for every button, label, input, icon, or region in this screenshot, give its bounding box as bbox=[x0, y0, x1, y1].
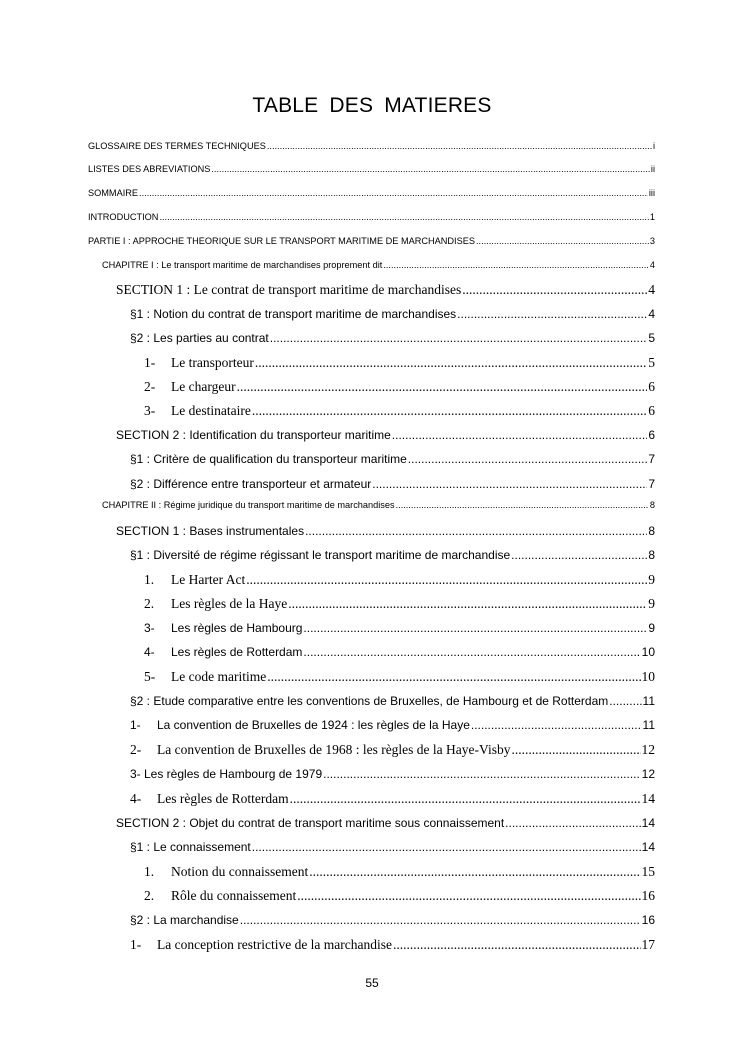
dot-leader bbox=[408, 452, 648, 466]
toc-entry[interactable] bbox=[130, 913, 655, 933]
toc-entry-number: 1- bbox=[144, 355, 156, 370]
dot-leader bbox=[267, 669, 640, 685]
toc-entry[interactable] bbox=[144, 888, 655, 908]
toc-entry-label: La conception restrictive de la marchandise bbox=[157, 937, 393, 952]
dot-leader bbox=[246, 572, 647, 588]
toc-entry[interactable] bbox=[130, 452, 655, 472]
dot-leader bbox=[505, 816, 640, 830]
dot-leader bbox=[267, 141, 652, 151]
dot-leader bbox=[159, 212, 648, 222]
toc-entry-page: 8 bbox=[648, 524, 655, 538]
toc-entry[interactable] bbox=[130, 331, 655, 351]
dot-leader bbox=[211, 164, 650, 174]
toc-entry[interactable] bbox=[144, 403, 655, 423]
toc-entry-number: 2. bbox=[144, 596, 155, 611]
dot-leader bbox=[240, 913, 641, 927]
toc-entry-label: §1 : Critère de qualification du transporteur maritime bbox=[130, 452, 407, 466]
toc-entry-page: 8 bbox=[649, 500, 655, 510]
toc-entry-number: 2. bbox=[144, 888, 155, 903]
toc-entry[interactable] bbox=[144, 379, 655, 399]
toc-entry[interactable] bbox=[144, 669, 655, 689]
toc-entry-page: 4 bbox=[648, 307, 655, 321]
toc-entry-label: Les règles de la Haye bbox=[171, 596, 288, 611]
toc-entry-page: 12 bbox=[641, 767, 655, 781]
toc-entry-number: 1- bbox=[130, 937, 142, 952]
toc-entry[interactable] bbox=[116, 816, 655, 836]
toc-entry-number: 2- bbox=[144, 379, 156, 394]
toc-entry-label: §2 : Différence entre transporteur et armateur bbox=[130, 477, 372, 491]
toc-entry[interactable] bbox=[130, 937, 655, 957]
dot-leader bbox=[471, 718, 642, 732]
toc-entry[interactable] bbox=[130, 477, 655, 497]
toc-entry-label: CHAPITRE I : Le transport maritime de marchandises proprement dit bbox=[102, 260, 383, 270]
toc-entry[interactable] bbox=[144, 355, 655, 375]
page-title: TABLE DES MATIERES bbox=[252, 94, 492, 117]
toc-entry-page: 3 bbox=[649, 236, 655, 246]
toc-entry-label: Le destinataire bbox=[171, 403, 251, 418]
dot-leader bbox=[392, 428, 648, 442]
toc-entry-label: §1 : Notion du contrat de transport maritime de marchandises bbox=[130, 307, 457, 321]
toc-entry-number: 2- bbox=[130, 742, 142, 757]
toc-entry-number: 4- bbox=[130, 791, 142, 806]
toc-entry[interactable] bbox=[116, 428, 655, 448]
dot-leader bbox=[511, 742, 640, 758]
toc-entry-label: Le Harter Act bbox=[171, 572, 246, 587]
toc-entry-number: 1- bbox=[130, 718, 141, 732]
toc-entry-label: §1 : Diversité de régime régissant le transport maritime de marchandise bbox=[130, 548, 511, 562]
toc-entry-page: 1 bbox=[649, 212, 655, 222]
toc-entry-page: 14 bbox=[641, 840, 655, 854]
toc-entry-page: 7 bbox=[648, 477, 655, 491]
toc-entry-label: SECTION 1 : Le contrat de transport maritime de marchandises bbox=[116, 282, 462, 297]
toc-entry-label: §1 : Le connaissement bbox=[130, 840, 251, 854]
dot-leader bbox=[255, 355, 647, 371]
toc-entry-page: 4 bbox=[649, 260, 655, 270]
dot-leader bbox=[511, 548, 647, 562]
toc-entry[interactable] bbox=[130, 742, 655, 762]
dot-leader bbox=[309, 864, 640, 880]
toc-entry-number: 1. bbox=[144, 864, 155, 879]
toc-entry-label: Le code maritime bbox=[171, 669, 267, 684]
toc-entry[interactable] bbox=[88, 141, 655, 161]
dot-leader bbox=[270, 331, 648, 345]
toc-entry[interactable] bbox=[130, 694, 655, 714]
dot-leader bbox=[393, 937, 640, 953]
toc-entry-page: 10 bbox=[641, 669, 655, 684]
toc-entry-page: 10 bbox=[641, 645, 655, 659]
toc-entry-label: §2 : Les parties au contrat bbox=[130, 331, 269, 345]
dot-leader bbox=[303, 645, 640, 659]
toc-entry[interactable] bbox=[130, 840, 655, 860]
toc-entry[interactable] bbox=[116, 282, 655, 302]
toc-entry[interactable] bbox=[144, 621, 655, 641]
toc-entry-number: 4- bbox=[144, 645, 155, 659]
toc-entry-page: 8 bbox=[648, 548, 655, 562]
dot-leader bbox=[383, 260, 649, 270]
toc-entry-page: 11 bbox=[642, 694, 655, 708]
toc-entry-label: 3- Les règles de Hambourg de 1979 bbox=[130, 767, 323, 781]
toc-entry-label: CHAPITRE II : Régime juridique du transport maritime de marchandises bbox=[102, 500, 395, 510]
toc-entry-label: SOMMAIRE bbox=[88, 188, 139, 198]
toc-entry[interactable] bbox=[130, 767, 655, 787]
toc-entry[interactable] bbox=[130, 548, 655, 568]
toc-entry-page: 9 bbox=[648, 596, 655, 611]
toc-entry-label: GLOSSAIRE DES TERMES TECHNIQUES bbox=[88, 141, 266, 151]
toc-entry-number: 3- bbox=[144, 403, 156, 418]
toc-entry-number: 5- bbox=[144, 669, 156, 684]
toc-entry-page: 5 bbox=[648, 355, 655, 370]
toc-entry-page: 9 bbox=[648, 572, 655, 587]
toc-entry[interactable] bbox=[88, 188, 655, 208]
toc-entry-page: 6 bbox=[648, 428, 655, 442]
toc-entry[interactable] bbox=[88, 236, 655, 256]
toc-entry-page: 17 bbox=[641, 937, 655, 952]
toc-entry[interactable] bbox=[102, 500, 655, 520]
dot-leader bbox=[372, 477, 647, 491]
toc-entry-page: 6 bbox=[648, 379, 655, 394]
toc-entry-number: 3- bbox=[144, 621, 155, 635]
toc-entry-label: Les règles de Hambourg bbox=[171, 621, 303, 635]
toc-entry-label: §2 : Etude comparative entre les conventions de Bruxelles, de Hambourg et de Rotterdam bbox=[130, 694, 609, 708]
dot-leader bbox=[303, 621, 647, 635]
page-number: 55 bbox=[365, 976, 379, 990]
toc-entry-label: La convention de Bruxelles de 1924 : les règles de la Haye bbox=[157, 718, 470, 732]
toc-entry-page: 11 bbox=[642, 718, 655, 732]
toc-entry-label: Les règles de Rotterdam bbox=[171, 645, 303, 659]
dot-leader bbox=[323, 767, 641, 781]
toc-entry[interactable] bbox=[130, 307, 655, 327]
toc-entry[interactable] bbox=[116, 524, 655, 544]
toc-entry[interactable] bbox=[88, 164, 655, 184]
toc-entry-label: LISTES DES ABREVIATIONS bbox=[88, 164, 211, 174]
dot-leader bbox=[252, 840, 641, 854]
dot-leader bbox=[396, 500, 649, 510]
dot-leader bbox=[290, 791, 641, 807]
toc-entry[interactable] bbox=[88, 212, 655, 232]
toc-entry-label: Les règles de Rotterdam bbox=[157, 791, 289, 806]
dot-leader bbox=[139, 188, 648, 198]
dot-leader bbox=[288, 596, 647, 612]
toc-entry-page: 4 bbox=[648, 282, 655, 297]
toc-entry-page: 14 bbox=[641, 791, 655, 806]
toc-entry-page: 16 bbox=[641, 913, 655, 927]
toc-entry-label: Rôle du connaissement bbox=[171, 888, 297, 903]
toc-entry[interactable] bbox=[102, 260, 655, 280]
toc-entry-number: 1. bbox=[144, 572, 155, 587]
toc-entry-label: §2 : La marchandise bbox=[130, 913, 239, 927]
toc-entry[interactable] bbox=[144, 596, 655, 616]
toc-entry[interactable] bbox=[144, 572, 655, 592]
toc-entry-page: 9 bbox=[648, 621, 655, 635]
toc-entry[interactable] bbox=[144, 645, 655, 665]
dot-leader bbox=[297, 888, 640, 904]
dot-leader bbox=[305, 524, 647, 538]
dot-leader bbox=[237, 379, 648, 395]
toc-entry-page: ii bbox=[650, 164, 655, 174]
toc-entry[interactable] bbox=[130, 791, 655, 811]
dot-leader bbox=[462, 282, 647, 298]
toc-entry[interactable] bbox=[144, 864, 655, 884]
toc-entry-label: SECTION 2 : Objet du contrat de transport maritime sous connaissement bbox=[116, 816, 505, 830]
toc-entry-label: La convention de Bruxelles de 1968 : les règles de la Haye-Visby bbox=[157, 742, 511, 757]
toc-entry-label: PARTIE I : APPROCHE THEORIQUE SUR LE TRANSPORT MARITIME DE MARCHANDISES bbox=[88, 236, 475, 246]
toc-entry-page: 12 bbox=[641, 742, 655, 757]
toc-entry-page: i bbox=[652, 141, 655, 151]
toc-entry-label: SECTION 2 : Identification du transporteur maritime bbox=[116, 428, 391, 442]
toc-entry-label: Le chargeur bbox=[171, 379, 236, 394]
toc-entry-page: iii bbox=[648, 188, 655, 198]
toc-entry[interactable] bbox=[130, 718, 655, 738]
toc-entry-page: 16 bbox=[641, 888, 655, 903]
toc-entry-page: 5 bbox=[648, 331, 655, 345]
toc-entry-label: SECTION 1 : Bases instrumentales bbox=[116, 524, 305, 538]
toc-entry-label: Le transporteur bbox=[171, 355, 254, 370]
toc-entry-label: INTRODUCTION bbox=[88, 212, 159, 222]
toc-entry-page: 14 bbox=[641, 816, 655, 830]
toc-entry-page: 6 bbox=[648, 403, 655, 418]
toc-entry-label: Notion du connaissement bbox=[171, 864, 309, 879]
toc-entry-page: 7 bbox=[648, 452, 655, 466]
dot-leader bbox=[476, 236, 649, 246]
dot-leader bbox=[609, 694, 641, 708]
dot-leader bbox=[457, 307, 647, 321]
dot-leader bbox=[252, 403, 647, 419]
toc-entry-page: 15 bbox=[641, 864, 655, 879]
